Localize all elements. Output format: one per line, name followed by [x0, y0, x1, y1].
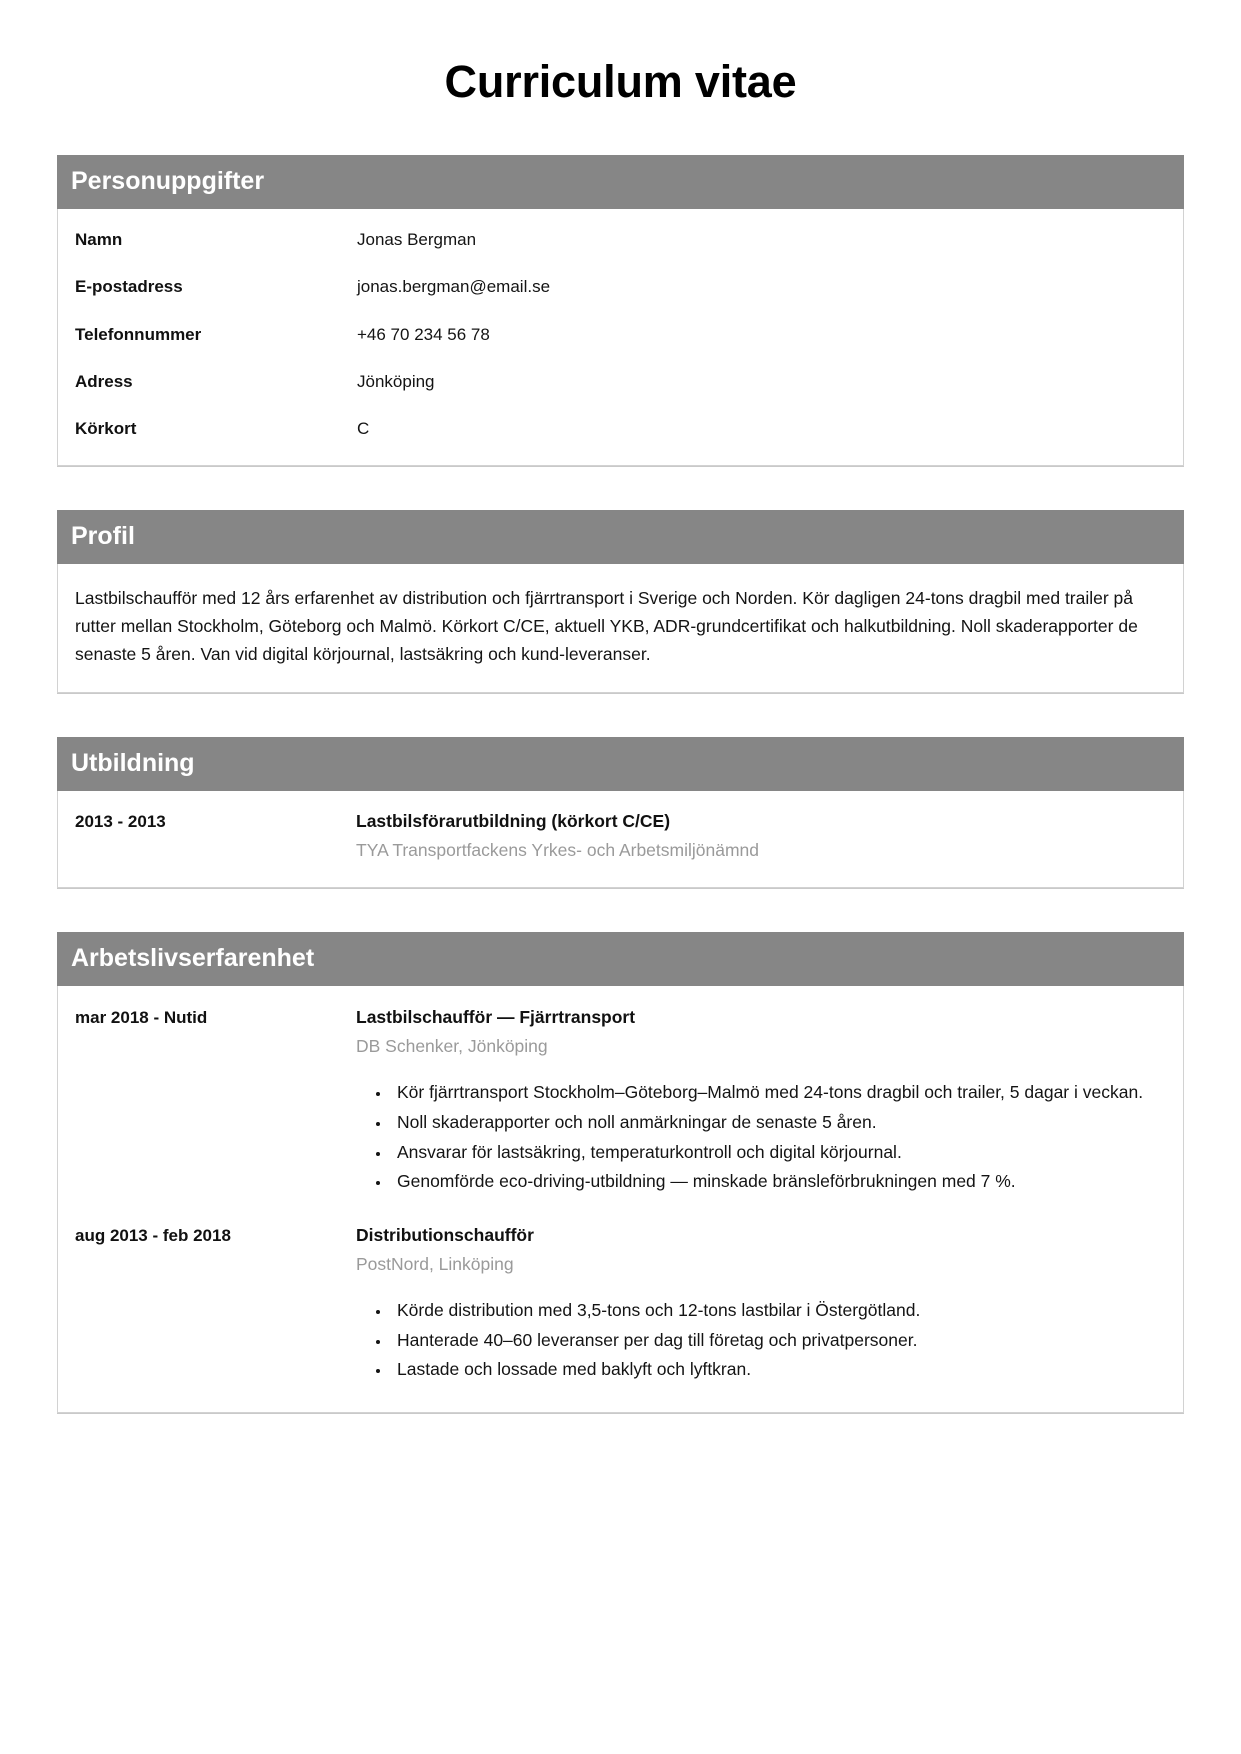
table-row	[74, 371, 1167, 418]
page-title: Curriculum vitae	[444, 56, 797, 107]
section-heading-personal: Personuppgifter	[57, 155, 1184, 209]
detail-label: E-postadress	[75, 277, 183, 297]
list-item: • Ansvarar för lastsäkring, temperaturkontroll och digital körjournal.	[391, 1139, 1167, 1166]
detail-value: +46 70 234 56 78	[357, 324, 490, 344]
experience-entry	[74, 1006, 1167, 1198]
section-experience	[57, 932, 1184, 1412]
detail-label: Adress	[75, 371, 133, 391]
section-heading-education: Utbildning	[57, 737, 1184, 791]
list-item: • Lastade och lossade med baklyft och lyftkran.	[391, 1356, 1167, 1383]
section-body-personal	[57, 209, 1184, 466]
section-body-education	[57, 791, 1184, 888]
section-body-experience	[57, 986, 1184, 1412]
detail-value: Jönköping	[357, 371, 435, 391]
list-item: • Kör fjärrtransport Stockholm–Göteborg–Malmö med 24-tons dragbil och trailer, 5 dagar i veckan.	[391, 1079, 1167, 1106]
entry-organisation: DB Schenker, Jönköping	[356, 1036, 548, 1057]
detail-label: Körkort	[75, 419, 137, 438]
list-item: • Noll skaderapporter och noll anmärkningar de senaste 5 åren.	[391, 1109, 1167, 1136]
entry-main	[356, 1224, 1167, 1386]
list-item: • Genomförde eco-driving-utbildning — minskade bränsleförbrukningen med 7 %.	[391, 1168, 1167, 1195]
detail-value: C	[357, 419, 370, 438]
detail-label: Namn	[75, 230, 123, 249]
list-item: • Körde distribution med 3,5-tons och 12-tons lastbilar i Östergötland.	[391, 1297, 1167, 1324]
entry-main	[356, 810, 1167, 863]
entry-title: Lastbilschaufför — Fjärrtransport	[356, 1007, 636, 1028]
entry-bullet-list	[356, 1079, 1167, 1194]
personal-details-table	[74, 229, 1167, 443]
table-row	[74, 418, 1167, 443]
entry-title: Distributionschaufför	[356, 1224, 534, 1245]
table-row	[74, 229, 1167, 276]
education-entry	[74, 810, 1167, 863]
entry-organisation: TYA Transportfackens Yrkes- och Arbetsmiljönämnd	[356, 839, 760, 860]
list-item: • Hanterade 40–60 leveranser per dag till företag och privatpersoner.	[391, 1327, 1167, 1354]
entry-main	[356, 1006, 1167, 1198]
entry-period: aug 2013 - feb 2018	[75, 1225, 231, 1245]
table-row	[74, 276, 1167, 323]
section-heading-experience: Arbetslivserfarenhet	[57, 932, 1184, 986]
entry-title: Lastbilsförarutbildning (körkort C/CE)	[356, 811, 671, 832]
entry-period: mar 2018 - Nutid	[75, 1008, 208, 1028]
section-body-profile	[57, 564, 1184, 693]
detail-value: jonas.bergman@email.se	[357, 277, 551, 297]
experience-entry	[74, 1224, 1167, 1386]
detail-value: Jonas Bergman	[357, 230, 477, 249]
table-row	[74, 324, 1167, 371]
entry-organisation: PostNord, Linköping	[356, 1253, 514, 1274]
section-education	[57, 737, 1184, 888]
section-profile	[57, 510, 1184, 693]
detail-label: Telefonnummer	[75, 324, 202, 344]
entry-period: 2013 - 2013	[75, 812, 166, 832]
profile-paragraph: Lastbilschaufför med 12 års erfarenhet av distribution och fjärrtransport i Sverige och Norden. Kör dagligen 24-tons dragbil med trailer på rutter mellan Stockholm, Göteborg och Malmö. Körkort C/CE, aktuell YKB, ADR-grundcertifikat och halkutbildning. Noll skaderapporter de senaste 5 åren. Van vid digital körjournal, lastsäkring och kund-leveranser.	[75, 588, 1138, 664]
section-personal-details	[57, 155, 1184, 466]
section-heading-profile: Profil	[57, 510, 1184, 564]
entry-bullet-list	[356, 1297, 1167, 1383]
